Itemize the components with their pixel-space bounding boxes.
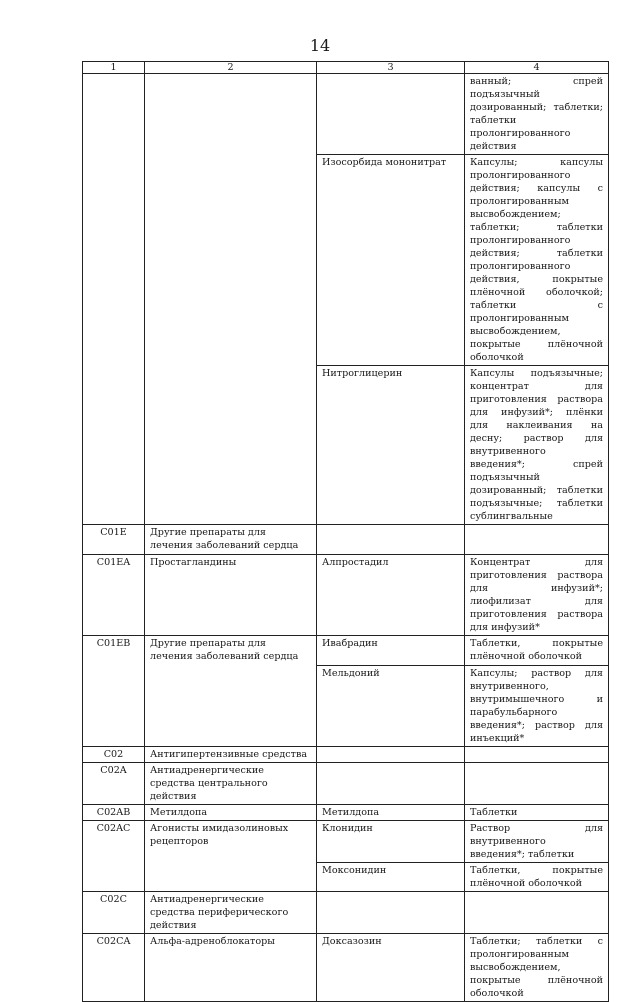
atc-code-cell: C02 [83,747,145,763]
drug-list-table [82,61,609,1002]
table-row [83,892,609,934]
table-row [83,747,609,763]
drug-name-cell [317,747,465,763]
drug-name-cell: Мельдоний [317,666,465,747]
group-name-cell: Метилдопа [145,805,317,821]
atc-code-cell: C01EB [83,636,145,747]
table-row [83,934,609,1002]
group-name-cell: Агонисты имидазолиновых рецепторов [145,821,317,892]
drug-name-cell: Ивабрадин [317,636,465,666]
dosage-forms-cell: Таблетки; таблетки с пролонгированным высвобождением, покрытые плёночной оболочкой [465,934,609,1002]
table-row [83,74,609,155]
dosage-forms-cell: Капсулы; капсулы пролонгированного действия; капсулы с пролонгированным высвобождением; таблетки; таблетки пролонгированного действия; таблетки пролонгированного действия, покрытые плёночной оболочкой; таблетки с пролонгированным высвобождением, покрытые плёночной оболочкой [465,155,609,366]
drug-name-cell: Клонидин [317,821,465,863]
group-name-cell: Антиадренергические средства периферического действия [145,892,317,934]
dosage-forms-cell: Таблетки, покрытые плёночной оболочкой [465,863,609,892]
group-name-cell [145,74,317,525]
group-name-cell: Антиадренергические средства центрального действия [145,763,317,805]
dosage-forms-cell: Капсулы; раствор для внутривенного, внутримышечного и парабульбарного введения*; раствор для инъекций* [465,666,609,747]
group-name-cell: Другие препараты для лечения заболеваний сердца [145,636,317,747]
atc-code-cell: C02A [83,763,145,805]
drug-name-cell: Нитроглицерин [317,366,465,525]
column-header-2: 2 [145,62,317,74]
drug-name-cell: Алпростадил [317,555,465,636]
column-header-1: 1 [83,62,145,74]
group-name-cell: Альфа-адреноблокаторы [145,934,317,1002]
drug-name-cell: Доксазозин [317,934,465,1002]
dosage-forms-cell: Таблетки, покрытые плёночной оболочкой [465,636,609,666]
group-name-cell: Простагландины [145,555,317,636]
page-number: 14 [309,36,331,55]
dosage-forms-cell [465,525,609,555]
table-row [83,525,609,555]
atc-code-cell: C02C [83,892,145,934]
table-row [83,821,609,863]
table-header-row [83,62,609,74]
dosage-forms-cell: Таблетки [465,805,609,821]
drug-name-cell [317,892,465,934]
atc-code-cell: C02CA [83,934,145,1002]
table-row [83,805,609,821]
drug-name-cell [317,525,465,555]
drug-name-cell: Моксонидин [317,863,465,892]
column-header-3: 3 [317,62,465,74]
drug-name-cell [317,763,465,805]
group-name-cell: Другие препараты для лечения заболеваний сердца [145,525,317,555]
atc-code-cell: C01E [83,525,145,555]
drug-name-cell: Изосорбида мононитрат [317,155,465,366]
drug-name-cell [317,74,465,155]
dosage-forms-cell [465,763,609,805]
dosage-forms-cell: Раствор для внутривенного введения*; таблетки [465,821,609,863]
group-name-cell: Антигипертензивные средства [145,747,317,763]
dosage-forms-cell [465,892,609,934]
atc-code-cell: C01EA [83,555,145,636]
column-header-4: 4 [465,62,609,74]
table-row [83,636,609,666]
table-row [83,763,609,805]
atc-code-cell: C02AC [83,821,145,892]
dosage-forms-cell: ванный; спрей подъязычный дозированный; таблетки; таблетки пролонгированного действия [465,74,609,155]
table-row [83,555,609,636]
atc-code-cell [83,74,145,525]
dosage-forms-cell [465,747,609,763]
dosage-forms-cell: Капсулы подъязычные; концентрат для приготовления раствора для инфузий*; плёнки для наклеивания на десну; раствор для внутривенного введения*; спрей подъязычный дозированный; таблетки подъязычные; таблетки сублингвальные [465,366,609,525]
dosage-forms-cell: Концентрат для приготовления раствора для инфузий*; лиофилизат для приготовления раствора для инфузий* [465,555,609,636]
atc-code-cell: C02AB [83,805,145,821]
drug-name-cell: Метилдопа [317,805,465,821]
